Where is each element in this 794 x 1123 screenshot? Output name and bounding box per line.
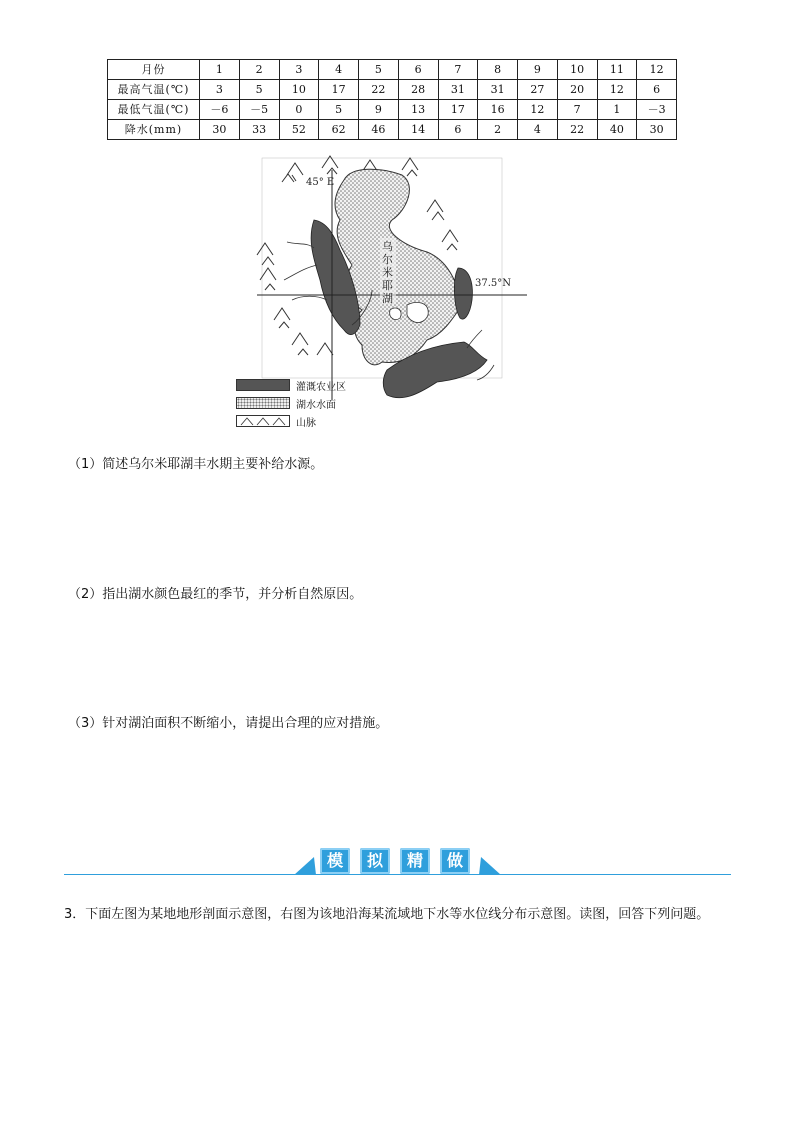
mountain-icon [282, 163, 303, 182]
table-cell: 5 [239, 80, 279, 100]
row-label: 最高气温(℃) [108, 80, 200, 100]
question-3: （3）针对湖泊面积不断缩小，请提出合理的应对措施。 [68, 716, 389, 731]
table-cell: －5 [239, 100, 279, 120]
table-cell: 14 [398, 120, 438, 140]
legend-label: 山脉 [296, 417, 316, 429]
table-cell: 30 [200, 120, 240, 140]
irrigation-area-east [454, 268, 472, 319]
table-cell: 5 [319, 100, 359, 120]
question-1: （1）简述乌尔米耶湖丰水期主要补给水源。 [68, 457, 324, 472]
table-header-cell: 5 [359, 60, 399, 80]
table-header-cell: 9 [518, 60, 558, 80]
longitude-label: 45° E [306, 177, 335, 188]
banner-char: 模 [320, 848, 350, 874]
table-cell: 31 [438, 80, 478, 100]
table-cell: 13 [398, 100, 438, 120]
table-cell: －6 [200, 100, 240, 120]
table-row [108, 80, 677, 100]
table-cell: 10 [279, 80, 319, 100]
table-cell: 12 [518, 100, 558, 120]
table-cell: 20 [557, 80, 597, 100]
table-header-cell: 2 [239, 60, 279, 80]
mountain-icon [257, 243, 274, 265]
legend-item [236, 376, 346, 394]
table-header-cell: 6 [398, 60, 438, 80]
question-3-intro: 3．下面左图为某地地形剖面示意图，右图为该地沿海某流域地下水等水位线分布示意图。读图，回答下列问题。 [64, 907, 710, 922]
table-cell: 40 [597, 120, 637, 140]
table-cell: 17 [319, 80, 359, 100]
question-2: （2）指出湖水颜色最红的季节，并分析自然原因。 [68, 587, 363, 602]
table-cell: 62 [319, 120, 359, 140]
irrigation-swatch [236, 379, 290, 391]
table-header-row [108, 60, 677, 80]
mountain-icon [427, 200, 444, 220]
table-cell: 7 [557, 100, 597, 120]
legend-label: 灌溉农业区 [296, 381, 346, 393]
legend-item [236, 412, 346, 430]
table-header-cell: 12 [637, 60, 677, 80]
latitude-label: 37.5°N [475, 278, 512, 289]
table-cell: 6 [637, 80, 677, 100]
table-cell: 33 [239, 120, 279, 140]
table-header-cell: 3 [279, 60, 319, 80]
banner-char: 拟 [360, 848, 390, 874]
table-header-cell: 月份 [108, 60, 200, 80]
table-cell: 17 [438, 100, 478, 120]
table-cell: 9 [359, 100, 399, 120]
legend-item [236, 394, 346, 412]
section-banner [64, 845, 731, 881]
island [407, 302, 428, 322]
map-legend [236, 376, 346, 430]
mountain-icon [442, 230, 458, 250]
lake-surface [335, 169, 462, 365]
climate-table [107, 59, 677, 140]
mountain-icon [260, 268, 276, 290]
table-header-cell: 10 [557, 60, 597, 80]
mountain-icon [274, 308, 290, 328]
lake-name-label: 乌尔米耶湖 [382, 240, 393, 305]
table-cell: 4 [518, 120, 558, 140]
legend-label: 湖水水面 [296, 399, 336, 411]
mountain-icon [317, 343, 333, 355]
table-cell: 52 [279, 120, 319, 140]
table-header-cell: 11 [597, 60, 637, 80]
table-cell: 2 [478, 120, 518, 140]
table-cell: －3 [637, 100, 677, 120]
table-row [108, 100, 677, 120]
lake-swatch [236, 397, 290, 409]
mountain-swatch [236, 415, 290, 427]
table-cell: 1 [597, 100, 637, 120]
table-cell: 22 [359, 80, 399, 100]
table-cell: 22 [557, 120, 597, 140]
mountain-icon [237, 416, 289, 426]
island [390, 308, 401, 320]
row-label: 降水(mm) [108, 120, 200, 140]
mountain-icon [402, 158, 418, 176]
table-row [108, 120, 677, 140]
table-cell: 31 [478, 80, 518, 100]
table-header-cell: 8 [478, 60, 518, 80]
table-cell: 3 [200, 80, 240, 100]
table-cell: 0 [279, 100, 319, 120]
table-header-cell: 4 [319, 60, 359, 80]
table-cell: 6 [438, 120, 478, 140]
mountain-icon [292, 333, 308, 355]
table-cell: 46 [359, 120, 399, 140]
table-cell: 12 [597, 80, 637, 100]
mountain-icon [322, 156, 338, 174]
row-label: 最低气温(℃) [108, 100, 200, 120]
banner-char: 做 [440, 848, 470, 874]
banner-char: 精 [400, 848, 430, 874]
table-header-cell: 1 [200, 60, 240, 80]
table-cell: 16 [478, 100, 518, 120]
table-cell: 27 [518, 80, 558, 100]
table-cell: 28 [398, 80, 438, 100]
table-header-cell: 7 [438, 60, 478, 80]
table-cell: 30 [637, 120, 677, 140]
banner-decoration [64, 845, 731, 881]
